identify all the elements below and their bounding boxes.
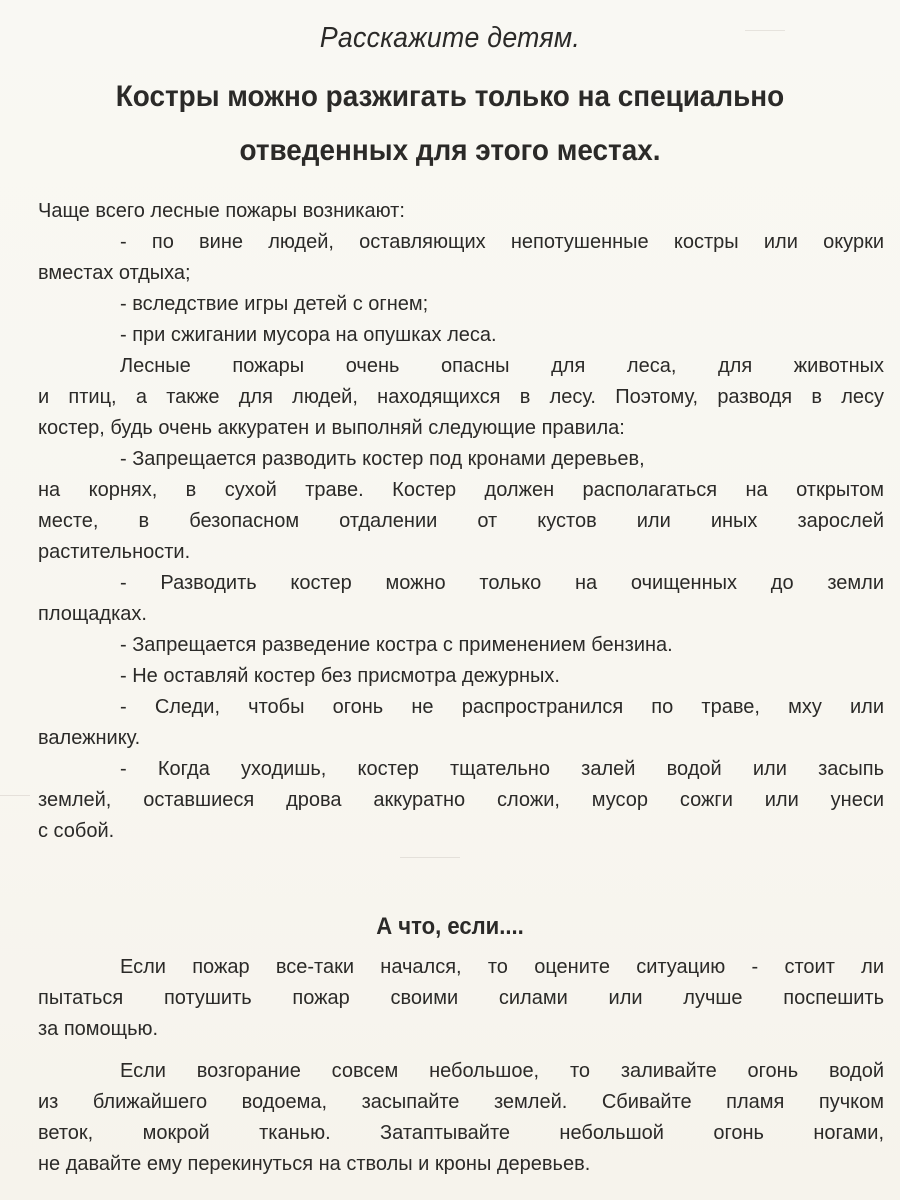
section-heading-what-if: А что, если.... <box>376 913 524 940</box>
para-1-line-3: за помощью. <box>38 1018 159 1040</box>
section-what-if-para-2 <box>38 1056 884 1180</box>
para-1-line-1: Если пожар все-таки начался, то оцените ситуацию - стоит ли <box>120 956 884 978</box>
title-line-2: отведенных для этого местах. <box>239 134 661 167</box>
rule-2-line-1: - Разводить костер можно только на очищенных до земли <box>120 572 884 594</box>
rule-1-line-2: на корнях, в сухой траве. Костер должен располагаться на открытом <box>38 479 884 501</box>
section-causes-and-rules <box>38 196 884 847</box>
rule-6-line-1: - Когда уходишь, костер тщательно залей водой или засыпь <box>120 758 884 780</box>
rule-2-line-2: площадках. <box>38 603 147 625</box>
para-2-line-1: Если возгорание совсем небольшое, то заливайте огонь водой <box>120 1060 884 1082</box>
para-2-line-3: веток, мокрой тканью. Затаптывайте небольшой огонь ногами, <box>38 1122 884 1144</box>
rule-6-line-2: землей, оставшиеся дрова аккуратно сложи, мусор сожги или унеси <box>38 789 884 811</box>
rule-5-line-1: - Следи, чтобы огонь не распространился по траве, мху или <box>120 696 884 718</box>
intro-text: Чаще всего лесные пожары возникают: <box>38 200 405 222</box>
rule-1-line-4: растительности. <box>38 541 191 563</box>
para-2-line-4: не давайте ему перекинуться на стволы и кроны деревьев. <box>38 1153 591 1175</box>
rule-5-line-2: валежнику. <box>38 727 141 749</box>
page-subtitle: Расскажите детям. <box>319 22 581 54</box>
danger-line-3: костер, будь очень аккуратен и выполняй следующие правила: <box>38 417 625 439</box>
rule-1-line-1: - Запрещается разводить костер под кронами деревьев, <box>120 448 645 470</box>
scan-artifact <box>745 30 785 31</box>
danger-line-1: Лесные пожары очень опасны для леса, для животных <box>120 355 884 377</box>
para-2-line-2: из ближайшего водоема, засыпайте землей. Сбивайте пламя пучком <box>38 1091 884 1113</box>
cause-2: - вследствие игры детей с огнем; <box>120 293 429 315</box>
title-line-1: Костры можно разжигать только на специально <box>115 80 785 113</box>
cause-1-line-1: - по вине людей, оставляющих непотушенные костры или окурки <box>120 231 884 253</box>
cause-3: - при сжигании мусора на опушках леса. <box>120 324 497 346</box>
rule-4: - Не оставляй костер без присмотра дежурных. <box>120 665 560 687</box>
rule-6-line-3: с собой. <box>38 820 115 842</box>
rule-3: - Запрещается разведение костра с применением бензина. <box>120 634 673 656</box>
page-title <box>50 70 850 178</box>
danger-line-2: и птиц, а также для людей, находящихся в лесу. Поэтому, разводя в лесу <box>38 386 884 408</box>
scan-artifact <box>0 795 30 796</box>
scan-artifact <box>400 857 460 858</box>
para-1-line-2: пытаться потушить пожар своими силами или лучше поспешить <box>38 987 884 1009</box>
section-what-if <box>38 952 884 1045</box>
rule-1-line-3: месте, в безопасном отдалении от кустов или иных зарослей <box>38 510 884 532</box>
cause-1-line-2: вместах отдыха; <box>38 262 191 284</box>
